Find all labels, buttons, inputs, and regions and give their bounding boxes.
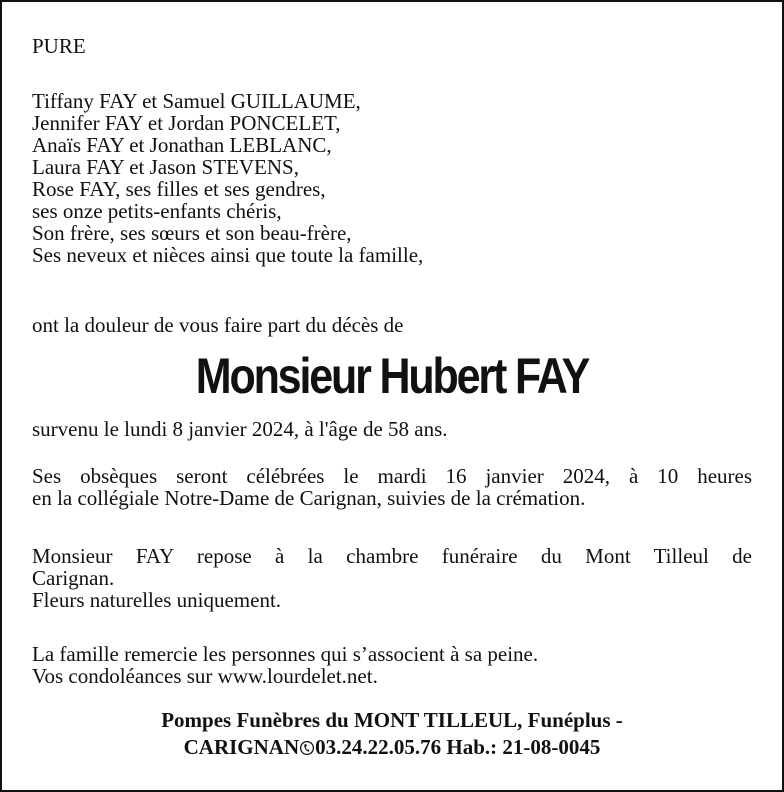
rest-line: Fleurs naturelles uniquement. — [32, 588, 282, 612]
thanks-info — [32, 643, 752, 687]
rest-info — [32, 545, 752, 611]
funeral-info — [32, 465, 752, 509]
license-number: Hab.: 21-08-0045 — [446, 735, 601, 759]
family-line: Tiffany FAY et Samuel GUILLAUME, — [32, 89, 361, 113]
funeral-line: en la collégiale Notre-Dame de Carignan, suivies de la crémation. — [32, 486, 586, 510]
notice-mention — [32, 35, 752, 57]
funeral-line: Ses obsèques seront célébrées le mardi 16 janvier 2024, à 10 heures — [32, 464, 752, 488]
phone-number: 03.24.22.05.76 — [315, 735, 442, 759]
family-line: Rose FAY, ses filles et ses gendres, — [32, 177, 326, 201]
family-line: Jennifer FAY et Jordan PONCELET, — [32, 111, 341, 135]
funeral-home-contact — [2, 734, 782, 761]
mention-text: PURE — [32, 34, 86, 58]
city-text: CARIGNAN — [183, 735, 300, 759]
rest-line: Monsieur FAY repose à la chambre funéraire du Mont Tilleul de — [32, 544, 752, 568]
deceased-name: Monsieur Hubert FAY — [195, 348, 589, 404]
thanks-line: La famille remercie les personnes qui s’associent à sa peine. — [32, 642, 539, 666]
announcement-text: ont la douleur de vous faire part du décès de — [32, 313, 404, 337]
rest-line: Carignan. — [32, 566, 115, 590]
family-line: Laura FAY et Jason STEVENS, — [32, 155, 299, 179]
family-line: Anaïs FAY et Jonathan LEBLANC, — [32, 133, 332, 157]
family-line: ses onze petits-enfants chéris, — [32, 199, 282, 223]
thanks-line: Vos condoléances sur www.lourdelet.net. — [32, 664, 378, 688]
announcement — [32, 314, 752, 336]
phone-icon — [300, 736, 314, 752]
death-info-text: survenu le lundi 8 janvier 2024, à l'âge de 58 ans. — [32, 417, 448, 441]
death-info — [32, 418, 752, 440]
family-line: Son frère, ses sœurs et son beau-frère, — [32, 221, 352, 245]
funeral-home-name — [2, 707, 782, 734]
family-list — [32, 90, 752, 266]
family-line: Ses neveux et nièces ainsi que toute la famille, — [32, 243, 424, 267]
funeral-home-text: Pompes Funèbres du MONT TILLEUL, Funéplus - — [161, 708, 623, 732]
